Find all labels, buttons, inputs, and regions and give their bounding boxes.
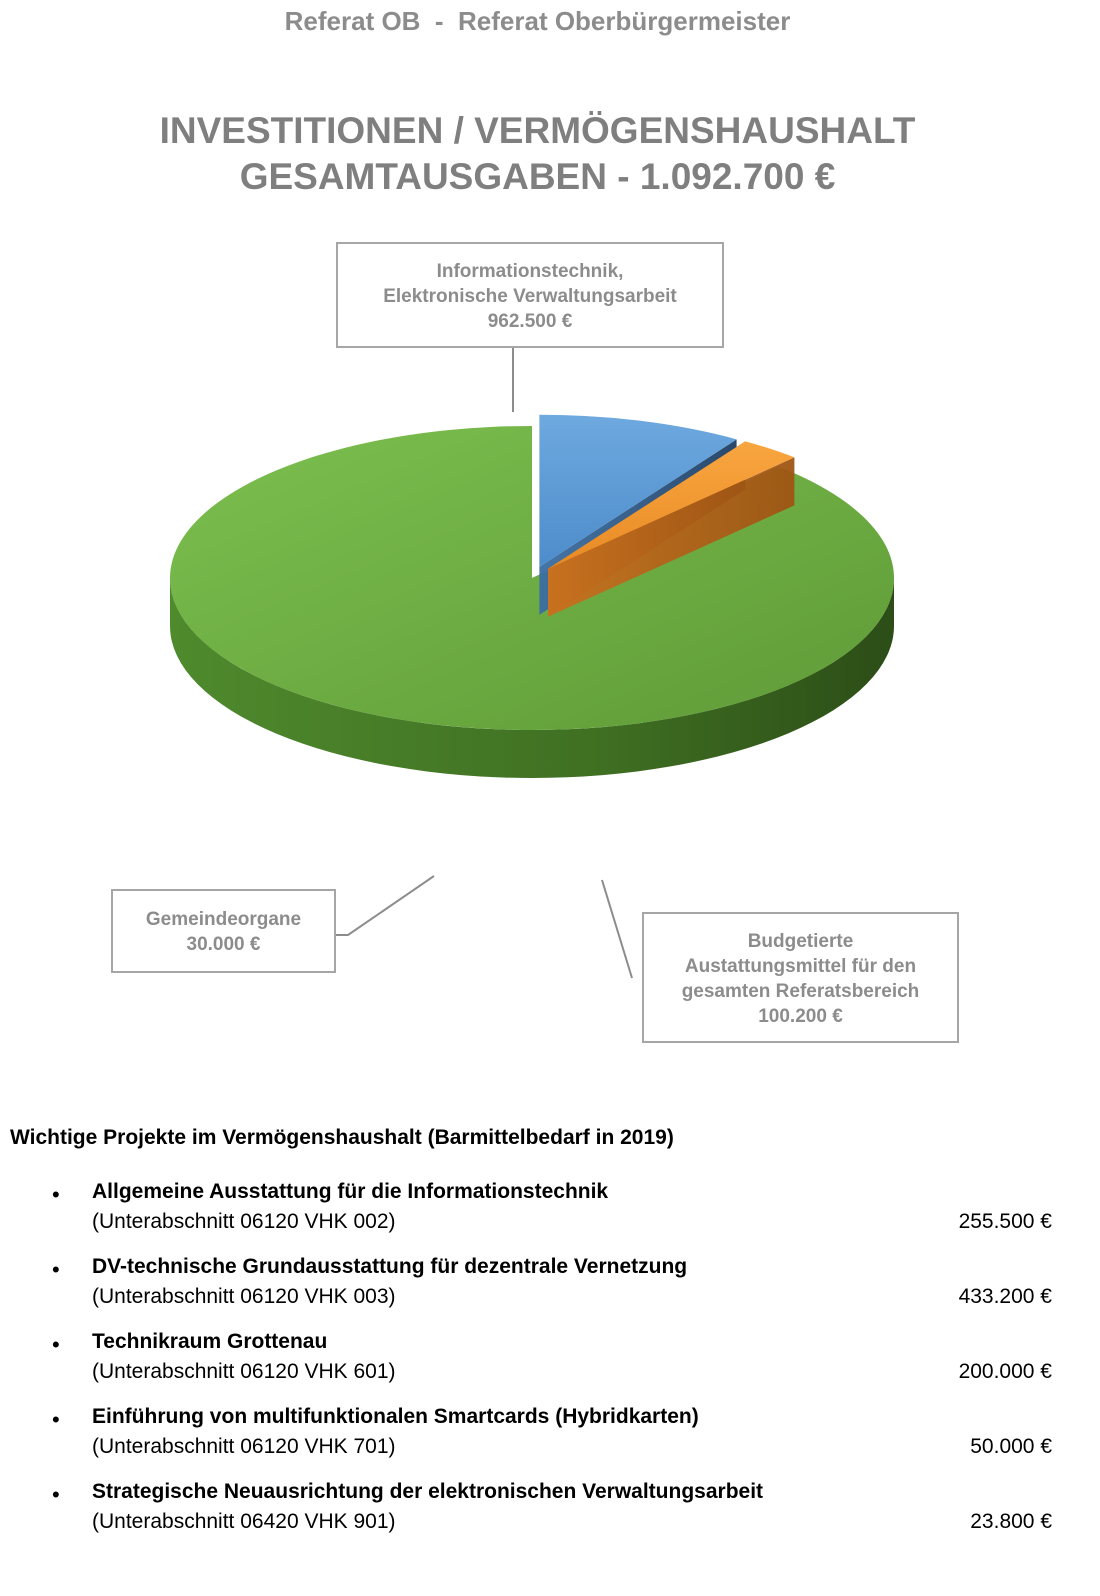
callout-go-line-1: Gemeindeorgane [145,909,302,930]
callout-informationstechnik [336,242,724,348]
project-amount: 200.000 € [958,1360,1052,1383]
chart-title-line-1: INVESTITIONEN / VERMÖGENSHAUSHALT [159,110,916,151]
bullet-icon: • [52,1482,60,1507]
callout-it-line-1: Informationstechnik, [436,261,624,282]
project-name: Einführung von multifunktionalen Smartcards (Hybridkarten) [92,1405,699,1428]
leader-line-gemeindeorgane [336,876,434,935]
project-subsection: (Unterabschnitt 06120 VHK 701) [92,1435,396,1458]
list-item [0,1330,1075,1405]
callout-go-value: 30.000 € [186,934,261,955]
project-name: Strategische Neuausrichtung der elektronischen Verwaltungsarbeit [92,1480,764,1503]
callout-it-value: 962.500 € [487,311,573,332]
leader-line-budgetierte [602,880,632,978]
bullet-icon: • [52,1332,60,1357]
project-subsection: (Unterabschnitt 06420 VHK 901) [92,1510,396,1533]
project-subsection: (Unterabschnitt 06120 VHK 003) [92,1285,396,1308]
project-amount: 255.500 € [958,1210,1052,1233]
callout-gemeindeorgane [111,889,336,973]
projects-list [0,1180,1075,1555]
list-item [0,1480,1075,1555]
project-amount: 433.200 € [958,1285,1052,1308]
project-subsection: (Unterabschnitt 06120 VHK 002) [92,1210,396,1233]
callout-bud-line-1: Budgetierte [747,931,854,952]
list-item [0,1180,1075,1255]
project-name: Allgemeine Ausstattung für die Informationstechnik [92,1180,609,1203]
project-name: Technikraum Grottenau [92,1330,328,1353]
pie-slices [170,415,894,778]
bullet-icon: • [52,1257,60,1282]
callout-bud-value: 100.200 € [758,1006,843,1027]
callout-bud-line-2: Austattungsmittel für den [684,956,917,977]
chart-title-line-2: GESAMTAUSGABEN - 1.092.700 € [239,156,836,197]
list-item [0,1255,1075,1330]
list-item [0,1405,1075,1480]
page-header: Referat OB - Referat Oberbürgermeister [284,6,791,36]
callout-budgetierte [642,912,959,1043]
project-amount: 50.000 € [970,1435,1052,1458]
project-amount: 23.800 € [970,1510,1052,1533]
project-subsection: (Unterabschnitt 06120 VHK 601) [92,1360,396,1383]
project-name: DV-technische Grundausstattung für dezentrale Vernetzung [92,1255,688,1278]
bullet-icon: • [52,1407,60,1432]
callout-bud-line-3: gesamten Referatsbereich [681,981,920,1002]
projects-heading: Wichtige Projekte im Vermögenshaushalt (Barmittelbedarf in 2019) [10,1126,674,1149]
bullet-icon: • [52,1182,60,1207]
callout-it-line-2: Elektronische Verwaltungsarbeit [383,286,677,307]
